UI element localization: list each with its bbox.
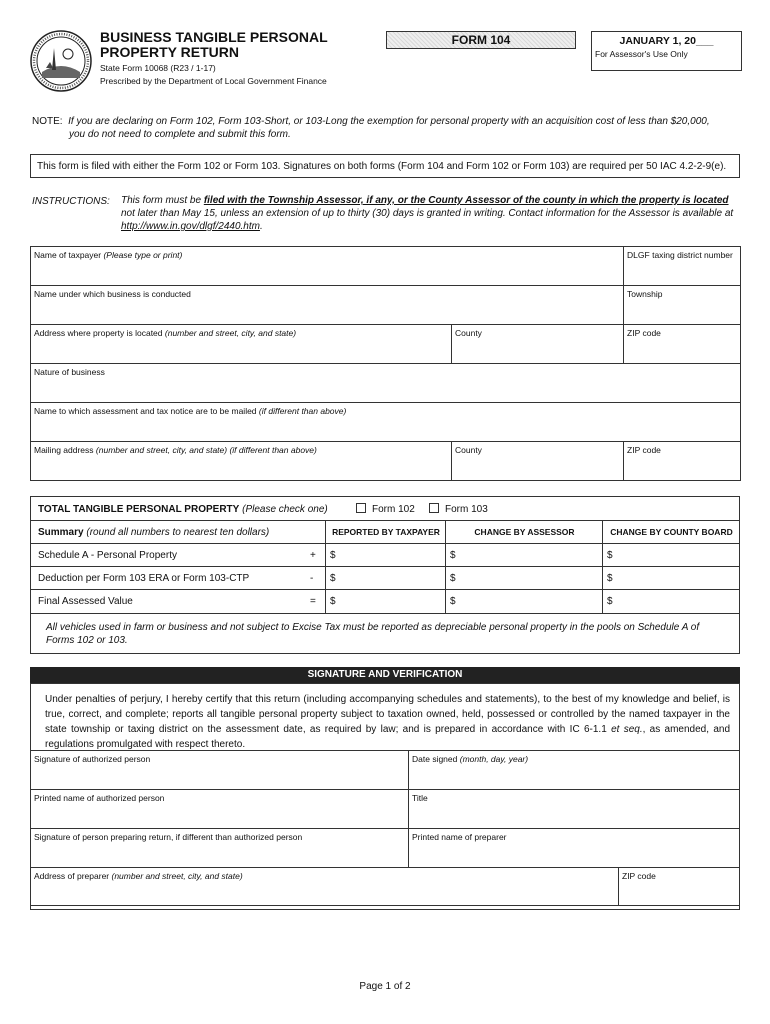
assessor-use-label: For Assessor's Use Only xyxy=(595,49,688,59)
summary-label: Summary (round all numbers to nearest ten dollars) xyxy=(38,527,270,538)
summary-section xyxy=(30,496,740,654)
row-label: Schedule A - Personal Property xyxy=(38,550,177,561)
mailing-name-field[interactable]: Name to which assessment and tax notice are to be mailed (if different than above) xyxy=(31,403,741,442)
dlgf-district-field[interactable]: DLGF taxing district number xyxy=(624,247,741,286)
preparer-address-field[interactable]: Address of preparer (number and street, city, and state) xyxy=(31,868,619,906)
date-signed-field[interactable]: Date signed (month, day, year) xyxy=(409,751,740,790)
signature-section xyxy=(30,683,740,910)
taxpayer-info-grid xyxy=(30,246,741,481)
preparer-zip-field[interactable]: ZIP code xyxy=(619,868,740,906)
amount-input[interactable]: $ xyxy=(325,590,445,613)
form-103-option[interactable]: Form 103 xyxy=(429,503,488,515)
property-address-field[interactable]: Address where property is located (number and street, city, and state) xyxy=(31,325,452,364)
col-change-by-assessor: CHANGE BY ASSESSOR xyxy=(445,521,603,544)
total-property-label: TOTAL TANGIBLE PERSONAL PROPERTY (Please check one) xyxy=(38,504,328,515)
authorized-signature-field[interactable]: Signature of authorized person xyxy=(31,751,409,790)
amount-input[interactable]: $ xyxy=(325,567,445,590)
state-form-number: State Form 10068 (R23 / 1-17) xyxy=(100,63,216,73)
amount-input[interactable]: $ xyxy=(445,590,602,613)
col-reported-by-taxpayer: REPORTED BY TAXPAYER xyxy=(325,521,446,544)
amount-input[interactable]: $ xyxy=(602,590,739,613)
township-field[interactable]: Township xyxy=(624,286,741,325)
page-number: Page 1 of 2 xyxy=(359,981,411,992)
form-102-option[interactable]: Form 102 xyxy=(356,503,415,515)
prescribed-by: Prescribed by the Department of Local Government Finance xyxy=(100,76,327,86)
mailing-county-field[interactable]: County xyxy=(452,442,624,481)
assessor-use-box xyxy=(591,31,742,71)
printed-name-field[interactable]: Printed name of authorized person xyxy=(31,790,409,829)
instructions-text: This form must be filed with the Township Assessor, if any, or the County Assessor of the county in which the property is located not later than May 15, unless an extension of up to thirty (30) days is granted in writing. Contact information for the Assessor is available at http://www.in.gov/dlgf/2440.htm. xyxy=(121,195,734,232)
amount-input[interactable]: $ xyxy=(325,544,445,567)
county-field[interactable]: County xyxy=(452,325,624,364)
row-label: Deduction per Form 103 ERA or Form 103-CTP xyxy=(38,573,250,584)
filing-notice: This form is filed with either the Form 102 or Form 103. Signatures on both forms (Form 104 and Form 102 or Form 103) are required per 50 IAC 4.2-2-9(e). xyxy=(30,154,740,178)
row-operator: - xyxy=(310,573,314,584)
table-row xyxy=(31,566,739,590)
zip-field[interactable]: ZIP code xyxy=(624,325,741,364)
table-row xyxy=(31,543,739,567)
row-operator: + xyxy=(310,550,316,561)
vehicles-note: All vehicles used in farm or business and not subject to Excise Tax must be reported as depreciable personal property in the pools on Schedule A of Forms 102 or 103. xyxy=(46,622,700,646)
row-label: Final Assessed Value xyxy=(38,596,133,607)
signature-heading: SIGNATURE AND VERIFICATION xyxy=(30,667,740,683)
amount-input[interactable]: $ xyxy=(602,544,739,567)
summary-header-row xyxy=(31,520,739,544)
indiana-state-seal xyxy=(30,30,92,92)
perjury-statement: Under penalties of perjury, I hereby certify that this return (including accompanying schedules and statements), to the best of my knowledge and belief, is true, correct, and complete; reports all tangible personal property subject to taxation owned, held, possessed or controlled by the named taxpayer in the state township or taxing district on the assessment date, as required by law; and is prepared in accordance with IC 6-1.1 et seq., as amended, and regulations promulgated with respect thereto. xyxy=(45,694,731,750)
nature-of-business-field[interactable]: Nature of business xyxy=(31,364,741,403)
note: NOTE: If you are declaring on Form 102, Form 103-Short, or 103-Long the exemption for personal property with an acquisition cost of less than $20,000, you do not need to complete and submit this form. xyxy=(32,116,710,140)
amount-input[interactable]: $ xyxy=(445,567,602,590)
amount-input[interactable]: $ xyxy=(445,544,602,567)
amount-input[interactable]: $ xyxy=(602,567,739,590)
signature-grid xyxy=(30,750,740,906)
mailing-zip-field[interactable]: ZIP code xyxy=(624,442,741,481)
instructions-label: INSTRUCTIONS: xyxy=(32,196,110,207)
form-title: BUSINESS TANGIBLE PERSONAL PROPERTY RETURN xyxy=(100,29,328,60)
row-operator: = xyxy=(310,596,316,607)
taxpayer-name-field[interactable]: Name of taxpayer (Please type or print) xyxy=(31,247,624,286)
form-number-banner: FORM 104 xyxy=(386,31,576,49)
business-name-field[interactable]: Name under which business is conducted xyxy=(31,286,624,325)
form-102-checkbox[interactable] xyxy=(356,503,366,513)
preparer-signature-field[interactable]: Signature of person preparing return, if different than authorized person xyxy=(31,829,409,868)
title-field[interactable]: Title xyxy=(409,790,740,829)
assessor-info-link[interactable]: http://www.in.gov/dlgf/2440.htm xyxy=(121,221,260,232)
assessment-date: JANUARY 1, 20___ xyxy=(619,35,714,47)
form-103-checkbox[interactable] xyxy=(429,503,439,513)
table-row xyxy=(31,589,739,614)
preparer-name-field[interactable]: Printed name of preparer xyxy=(409,829,740,868)
col-change-by-county-board: CHANGE BY COUNTY BOARD xyxy=(602,521,740,544)
mailing-address-field[interactable]: Mailing address (number and street, city, and state) (if different than above) xyxy=(31,442,452,481)
